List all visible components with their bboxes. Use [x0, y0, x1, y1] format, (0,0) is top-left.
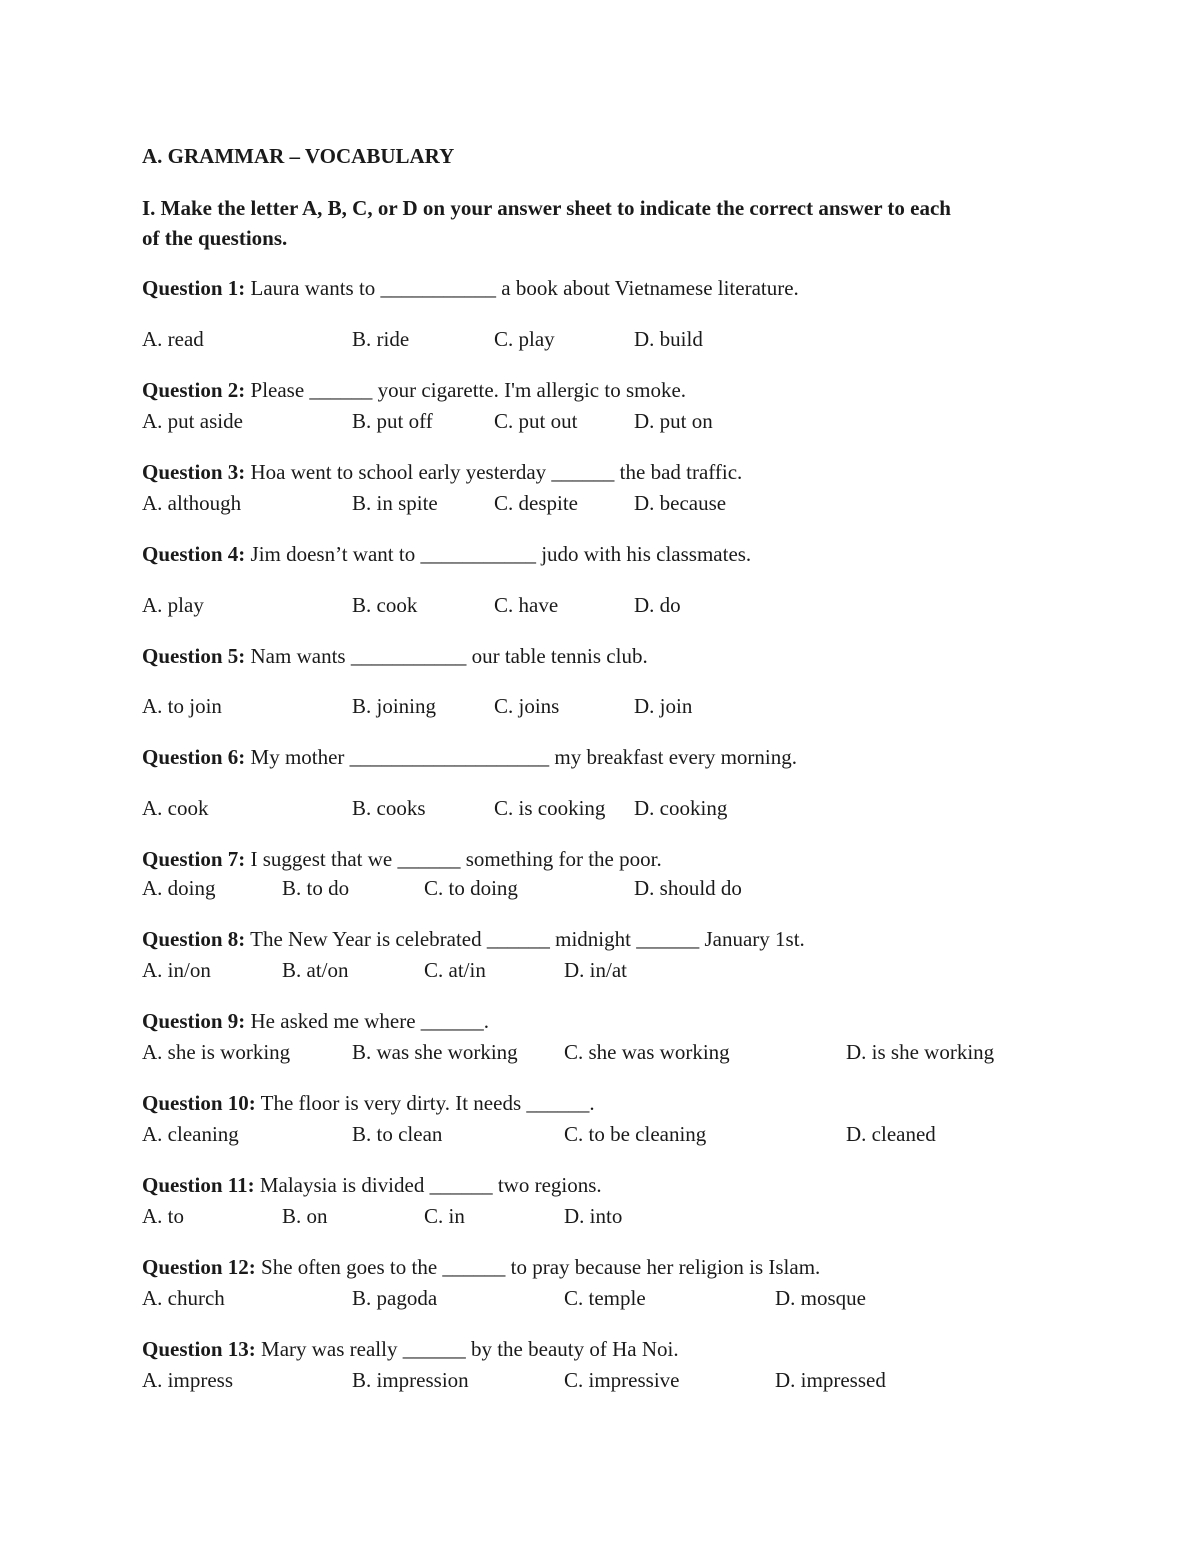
question-label: Question 1:: [142, 276, 246, 300]
question-4: [142, 542, 751, 566]
option-b: B. at/on: [282, 958, 349, 982]
option-d: D. cleaned: [846, 1122, 936, 1146]
question-7: [142, 847, 662, 871]
option-d: D. cooking: [634, 796, 728, 820]
option-a: A. in/on: [142, 958, 211, 982]
option-c: C. temple: [564, 1286, 646, 1310]
option-a: A. doing: [142, 876, 216, 900]
option-d: D. join: [634, 694, 693, 718]
option-c: C. despite: [494, 491, 578, 515]
option-a: A. to join: [142, 694, 222, 718]
option-d: D. mosque: [775, 1286, 866, 1310]
option-b: B. to clean: [352, 1122, 443, 1146]
question-text: The New Year is celebrated ______ midnight ______ January 1st.: [250, 927, 805, 951]
question-label: Question 7:: [142, 847, 246, 871]
question-8: [142, 927, 805, 951]
question-11: [142, 1173, 602, 1197]
option-c: C. is cooking: [494, 796, 606, 820]
question-label: Question 3:: [142, 460, 246, 484]
question-10: [142, 1091, 595, 1115]
option-c: C. have: [494, 593, 559, 617]
option-a: A. put aside: [142, 409, 243, 433]
question-label: Question 13:: [142, 1337, 256, 1361]
option-a: A. play: [142, 593, 204, 617]
option-b: B. cooks: [352, 796, 426, 820]
question-13: [142, 1337, 679, 1361]
question-label: Question 2:: [142, 378, 246, 402]
question-9: [142, 1009, 489, 1033]
option-a: A. church: [142, 1286, 225, 1310]
question-text: My mother ___________________ my breakfast every morning.: [250, 745, 798, 769]
question-text: Jim doesn’t want to ___________ judo with his classmates.: [250, 542, 752, 566]
question-label: Question 11:: [142, 1173, 255, 1197]
question-label: Question 5:: [142, 644, 246, 668]
question-text: Malaysia is divided ______ two regions.: [259, 1173, 602, 1197]
option-c: C. joins: [494, 694, 560, 718]
option-b: B. put off: [352, 409, 433, 433]
option-d: D. in/at: [564, 958, 627, 982]
option-d: D. put on: [634, 409, 713, 433]
question-text: I suggest that we ______ something for the poor.: [250, 847, 662, 871]
question-2: [142, 378, 686, 402]
question-text: The floor is very dirty. It needs ______.: [260, 1091, 595, 1115]
question-text: Please ______ your cigarette. I'm allergic to smoke.: [250, 378, 687, 402]
question-3: [142, 460, 742, 484]
question-label: Question 8:: [142, 927, 246, 951]
section-title: A. GRAMMAR – VOCABULARY: [142, 144, 455, 168]
option-b: B. cook: [352, 593, 418, 617]
option-a: A. read: [142, 327, 204, 351]
option-c: C. to be cleaning: [564, 1122, 707, 1146]
instruction-line-2: of the questions.: [142, 226, 288, 250]
question-6: [142, 745, 797, 769]
question-label: Question 4:: [142, 542, 246, 566]
question-label: Question 10:: [142, 1091, 256, 1115]
question-text: He asked me where ______.: [250, 1009, 490, 1033]
option-c: C. put out: [494, 409, 578, 433]
option-d: D. build: [634, 327, 703, 351]
option-d: D. do: [634, 593, 681, 617]
option-b: B. pagoda: [352, 1286, 438, 1310]
option-a: A. she is working: [142, 1040, 291, 1064]
option-c: C. she was working: [564, 1040, 730, 1064]
option-d: D. should do: [634, 876, 742, 900]
option-a: A. cook: [142, 796, 209, 820]
option-b: B. impression: [352, 1368, 469, 1392]
question-label: Question 6:: [142, 745, 246, 769]
option-a: A. to: [142, 1204, 184, 1228]
question-label: Question 12:: [142, 1255, 256, 1279]
option-a: A. impress: [142, 1368, 233, 1392]
question-label: Question 9:: [142, 1009, 246, 1033]
option-a: A. cleaning: [142, 1122, 239, 1146]
option-b: B. was she working: [352, 1040, 518, 1064]
option-d: D. impressed: [775, 1368, 886, 1392]
question-text: Nam wants ___________ our table tennis club.: [250, 644, 648, 668]
question-12: [142, 1255, 820, 1279]
question-text: Laura wants to ___________ a book about Vietnamese literature.: [250, 276, 799, 300]
instruction-line-1: I. Make the letter A, B, C, or D on your answer sheet to indicate the correct answer to each: [142, 196, 951, 220]
option-a: A. although: [142, 491, 242, 515]
option-c: C. impressive: [564, 1368, 680, 1392]
option-b: B. on: [282, 1204, 328, 1228]
question-text: Mary was really ______ by the beauty of Ha Noi.: [261, 1337, 679, 1361]
option-d: D. into: [564, 1204, 623, 1228]
option-c: C. to doing: [424, 876, 518, 900]
option-c: C. play: [494, 327, 555, 351]
option-d: D. is she working: [846, 1040, 995, 1064]
question-5: [142, 644, 648, 668]
question-1: [142, 276, 799, 300]
option-b: B. joining: [352, 694, 437, 718]
option-b: B. to do: [282, 876, 350, 900]
option-b: B. ride: [352, 327, 410, 351]
question-text: Hoa went to school early yesterday ______ the bad traffic.: [250, 460, 743, 484]
option-b: B. in spite: [352, 491, 438, 515]
option-c: C. at/in: [424, 958, 486, 982]
option-d: D. because: [634, 491, 727, 515]
question-text: She often goes to the ______ to pray because her religion is Islam.: [261, 1255, 821, 1279]
option-c: C. in: [424, 1204, 465, 1228]
